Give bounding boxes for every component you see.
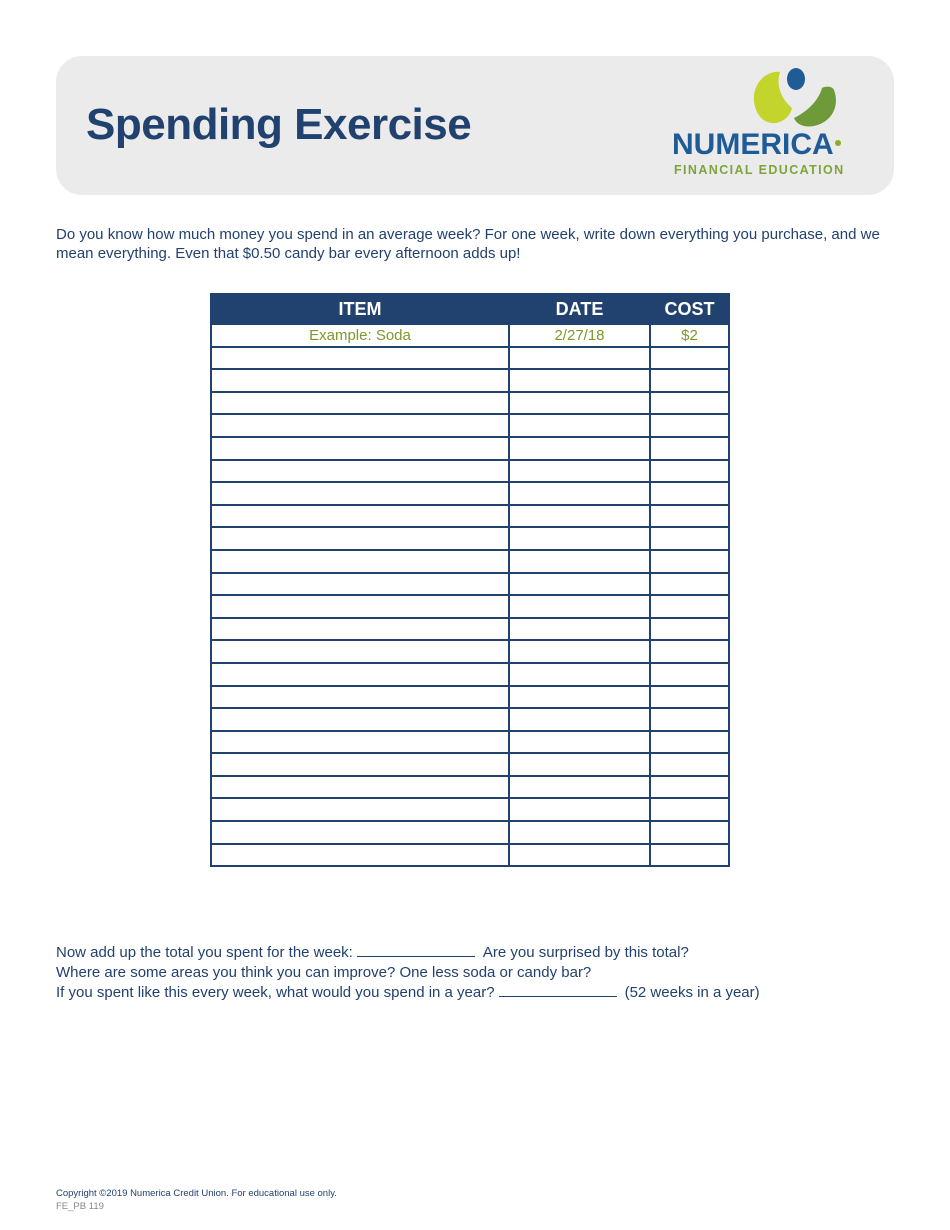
numerica-logo bbox=[668, 68, 868, 186]
cost-entry-cell[interactable] bbox=[650, 505, 729, 528]
date-entry-cell[interactable] bbox=[509, 437, 650, 460]
improve-question: Where are some areas you think you can improve? One less soda or candy bar? bbox=[56, 963, 592, 981]
date-entry-cell[interactable] bbox=[509, 414, 650, 437]
column-header-date: DATE bbox=[509, 294, 650, 324]
year-question-line bbox=[56, 982, 906, 1003]
cost-entry-cell[interactable] bbox=[650, 369, 729, 392]
item-entry-cell[interactable] bbox=[211, 798, 509, 821]
logo-name-text: NUMERICA bbox=[672, 128, 834, 161]
table-row bbox=[211, 460, 729, 483]
date-entry-cell[interactable] bbox=[509, 821, 650, 844]
table-row bbox=[211, 753, 729, 776]
spending-log-table bbox=[210, 293, 730, 867]
item-entry-cell[interactable] bbox=[211, 640, 509, 663]
date-entry-cell[interactable] bbox=[509, 844, 650, 867]
date-entry-cell[interactable] bbox=[509, 618, 650, 641]
item-entry-cell[interactable] bbox=[211, 347, 509, 370]
logo-subtitle: FINANCIAL EDUCATION bbox=[674, 163, 845, 177]
footer bbox=[56, 1187, 337, 1213]
cost-entry-cell[interactable] bbox=[650, 527, 729, 550]
date-entry-cell[interactable] bbox=[509, 527, 650, 550]
date-entry-cell[interactable] bbox=[509, 776, 650, 799]
table-row bbox=[211, 844, 729, 867]
cost-entry-cell[interactable] bbox=[650, 686, 729, 709]
header-banner bbox=[56, 56, 894, 195]
document-code: FE_PB 119 bbox=[56, 1201, 104, 1212]
date-entry-cell[interactable] bbox=[509, 347, 650, 370]
item-entry-cell[interactable] bbox=[211, 776, 509, 799]
item-entry-cell[interactable] bbox=[211, 369, 509, 392]
intro-paragraph: Do you know how much money you spend in an average week? For one week, write down everything you purchase, and we mean everything. Even that $0.50 candy bar every afternoon adds up! bbox=[56, 226, 880, 262]
date-entry-cell[interactable] bbox=[509, 753, 650, 776]
example-cost-cell: $2 bbox=[650, 324, 729, 347]
item-entry-cell[interactable] bbox=[211, 460, 509, 483]
copyright-text: Copyright ©2019 Numerica Credit Union. For educational use only. bbox=[56, 1188, 337, 1199]
logo-dot bbox=[835, 140, 841, 146]
cost-entry-cell[interactable] bbox=[650, 776, 729, 799]
table-row bbox=[211, 618, 729, 641]
table-row bbox=[211, 369, 729, 392]
cost-entry-cell[interactable] bbox=[650, 482, 729, 505]
example-item-cell: Example: Soda bbox=[211, 324, 509, 347]
cost-entry-cell[interactable] bbox=[650, 821, 729, 844]
date-entry-cell[interactable] bbox=[509, 482, 650, 505]
table-row bbox=[211, 347, 729, 370]
table-row bbox=[211, 573, 729, 596]
table-row bbox=[211, 527, 729, 550]
cost-entry-cell[interactable] bbox=[650, 731, 729, 754]
item-entry-cell[interactable] bbox=[211, 844, 509, 867]
cost-entry-cell[interactable] bbox=[650, 595, 729, 618]
weekly-total-blank[interactable] bbox=[357, 942, 475, 957]
item-entry-cell[interactable] bbox=[211, 686, 509, 709]
date-entry-cell[interactable] bbox=[509, 640, 650, 663]
improve-question-line bbox=[56, 963, 906, 983]
item-entry-cell[interactable] bbox=[211, 437, 509, 460]
total-question-line bbox=[56, 942, 906, 963]
table-row bbox=[211, 595, 729, 618]
cost-entry-cell[interactable] bbox=[650, 753, 729, 776]
table-row bbox=[211, 731, 729, 754]
date-entry-cell[interactable] bbox=[509, 369, 650, 392]
reflection-questions bbox=[56, 942, 906, 1003]
item-entry-cell[interactable] bbox=[211, 482, 509, 505]
table-row bbox=[211, 776, 729, 799]
date-entry-cell[interactable] bbox=[509, 686, 650, 709]
page-title: Spending Exercise bbox=[86, 100, 472, 149]
date-entry-cell[interactable] bbox=[509, 731, 650, 754]
table-row bbox=[211, 798, 729, 821]
table-row bbox=[211, 686, 729, 709]
item-entry-cell[interactable] bbox=[211, 527, 509, 550]
table-row bbox=[211, 640, 729, 663]
cost-entry-cell[interactable] bbox=[650, 663, 729, 686]
cost-entry-cell[interactable] bbox=[650, 392, 729, 415]
column-header-item: ITEM bbox=[211, 294, 509, 324]
item-entry-cell[interactable] bbox=[211, 753, 509, 776]
cost-entry-cell[interactable] bbox=[650, 460, 729, 483]
item-entry-cell[interactable] bbox=[211, 618, 509, 641]
item-entry-cell[interactable] bbox=[211, 663, 509, 686]
cost-entry-cell[interactable] bbox=[650, 708, 729, 731]
cost-entry-cell[interactable] bbox=[650, 437, 729, 460]
year-note: (52 weeks in a year) bbox=[624, 984, 760, 1001]
cost-entry-cell[interactable] bbox=[650, 414, 729, 437]
date-entry-cell[interactable] bbox=[509, 663, 650, 686]
item-entry-cell[interactable] bbox=[211, 708, 509, 731]
cost-entry-cell[interactable] bbox=[650, 573, 729, 596]
date-entry-cell[interactable] bbox=[509, 392, 650, 415]
numerica-leaf-mark-icon bbox=[750, 68, 840, 130]
example-row bbox=[211, 324, 729, 347]
table-body bbox=[211, 324, 729, 866]
total-prompt: Now add up the total you spent for the week: bbox=[56, 944, 353, 961]
column-header-cost: COST bbox=[650, 294, 729, 324]
date-entry-cell[interactable] bbox=[509, 573, 650, 596]
cost-entry-cell[interactable] bbox=[650, 798, 729, 821]
yearly-total-blank[interactable] bbox=[499, 982, 617, 997]
table-row bbox=[211, 414, 729, 437]
date-entry-cell[interactable] bbox=[509, 460, 650, 483]
table-header-row bbox=[211, 294, 729, 324]
cost-entry-cell[interactable] bbox=[650, 640, 729, 663]
table-row bbox=[211, 392, 729, 415]
item-entry-cell[interactable] bbox=[211, 392, 509, 415]
surprised-question: Are you surprised by this total? bbox=[482, 944, 689, 961]
table-row bbox=[211, 708, 729, 731]
table-row bbox=[211, 550, 729, 573]
table-row bbox=[211, 482, 729, 505]
item-entry-cell[interactable] bbox=[211, 414, 509, 437]
item-entry-cell[interactable] bbox=[211, 731, 509, 754]
table-row bbox=[211, 505, 729, 528]
cost-entry-cell[interactable] bbox=[650, 347, 729, 370]
item-entry-cell[interactable] bbox=[211, 573, 509, 596]
year-prompt: If you spent like this every week, what would you spend in a year? bbox=[56, 984, 495, 1001]
date-entry-cell[interactable] bbox=[509, 595, 650, 618]
cost-entry-cell[interactable] bbox=[650, 844, 729, 867]
date-entry-cell[interactable] bbox=[509, 798, 650, 821]
table-row bbox=[211, 663, 729, 686]
date-entry-cell[interactable] bbox=[509, 505, 650, 528]
cost-entry-cell[interactable] bbox=[650, 618, 729, 641]
logo-wordmark bbox=[672, 128, 841, 162]
item-entry-cell[interactable] bbox=[211, 595, 509, 618]
date-entry-cell[interactable] bbox=[509, 708, 650, 731]
date-entry-cell[interactable] bbox=[509, 550, 650, 573]
example-date-cell: 2/27/18 bbox=[509, 324, 650, 347]
cost-entry-cell[interactable] bbox=[650, 550, 729, 573]
item-entry-cell[interactable] bbox=[211, 821, 509, 844]
item-entry-cell[interactable] bbox=[211, 505, 509, 528]
item-entry-cell[interactable] bbox=[211, 550, 509, 573]
table-row bbox=[211, 821, 729, 844]
table-row bbox=[211, 437, 729, 460]
